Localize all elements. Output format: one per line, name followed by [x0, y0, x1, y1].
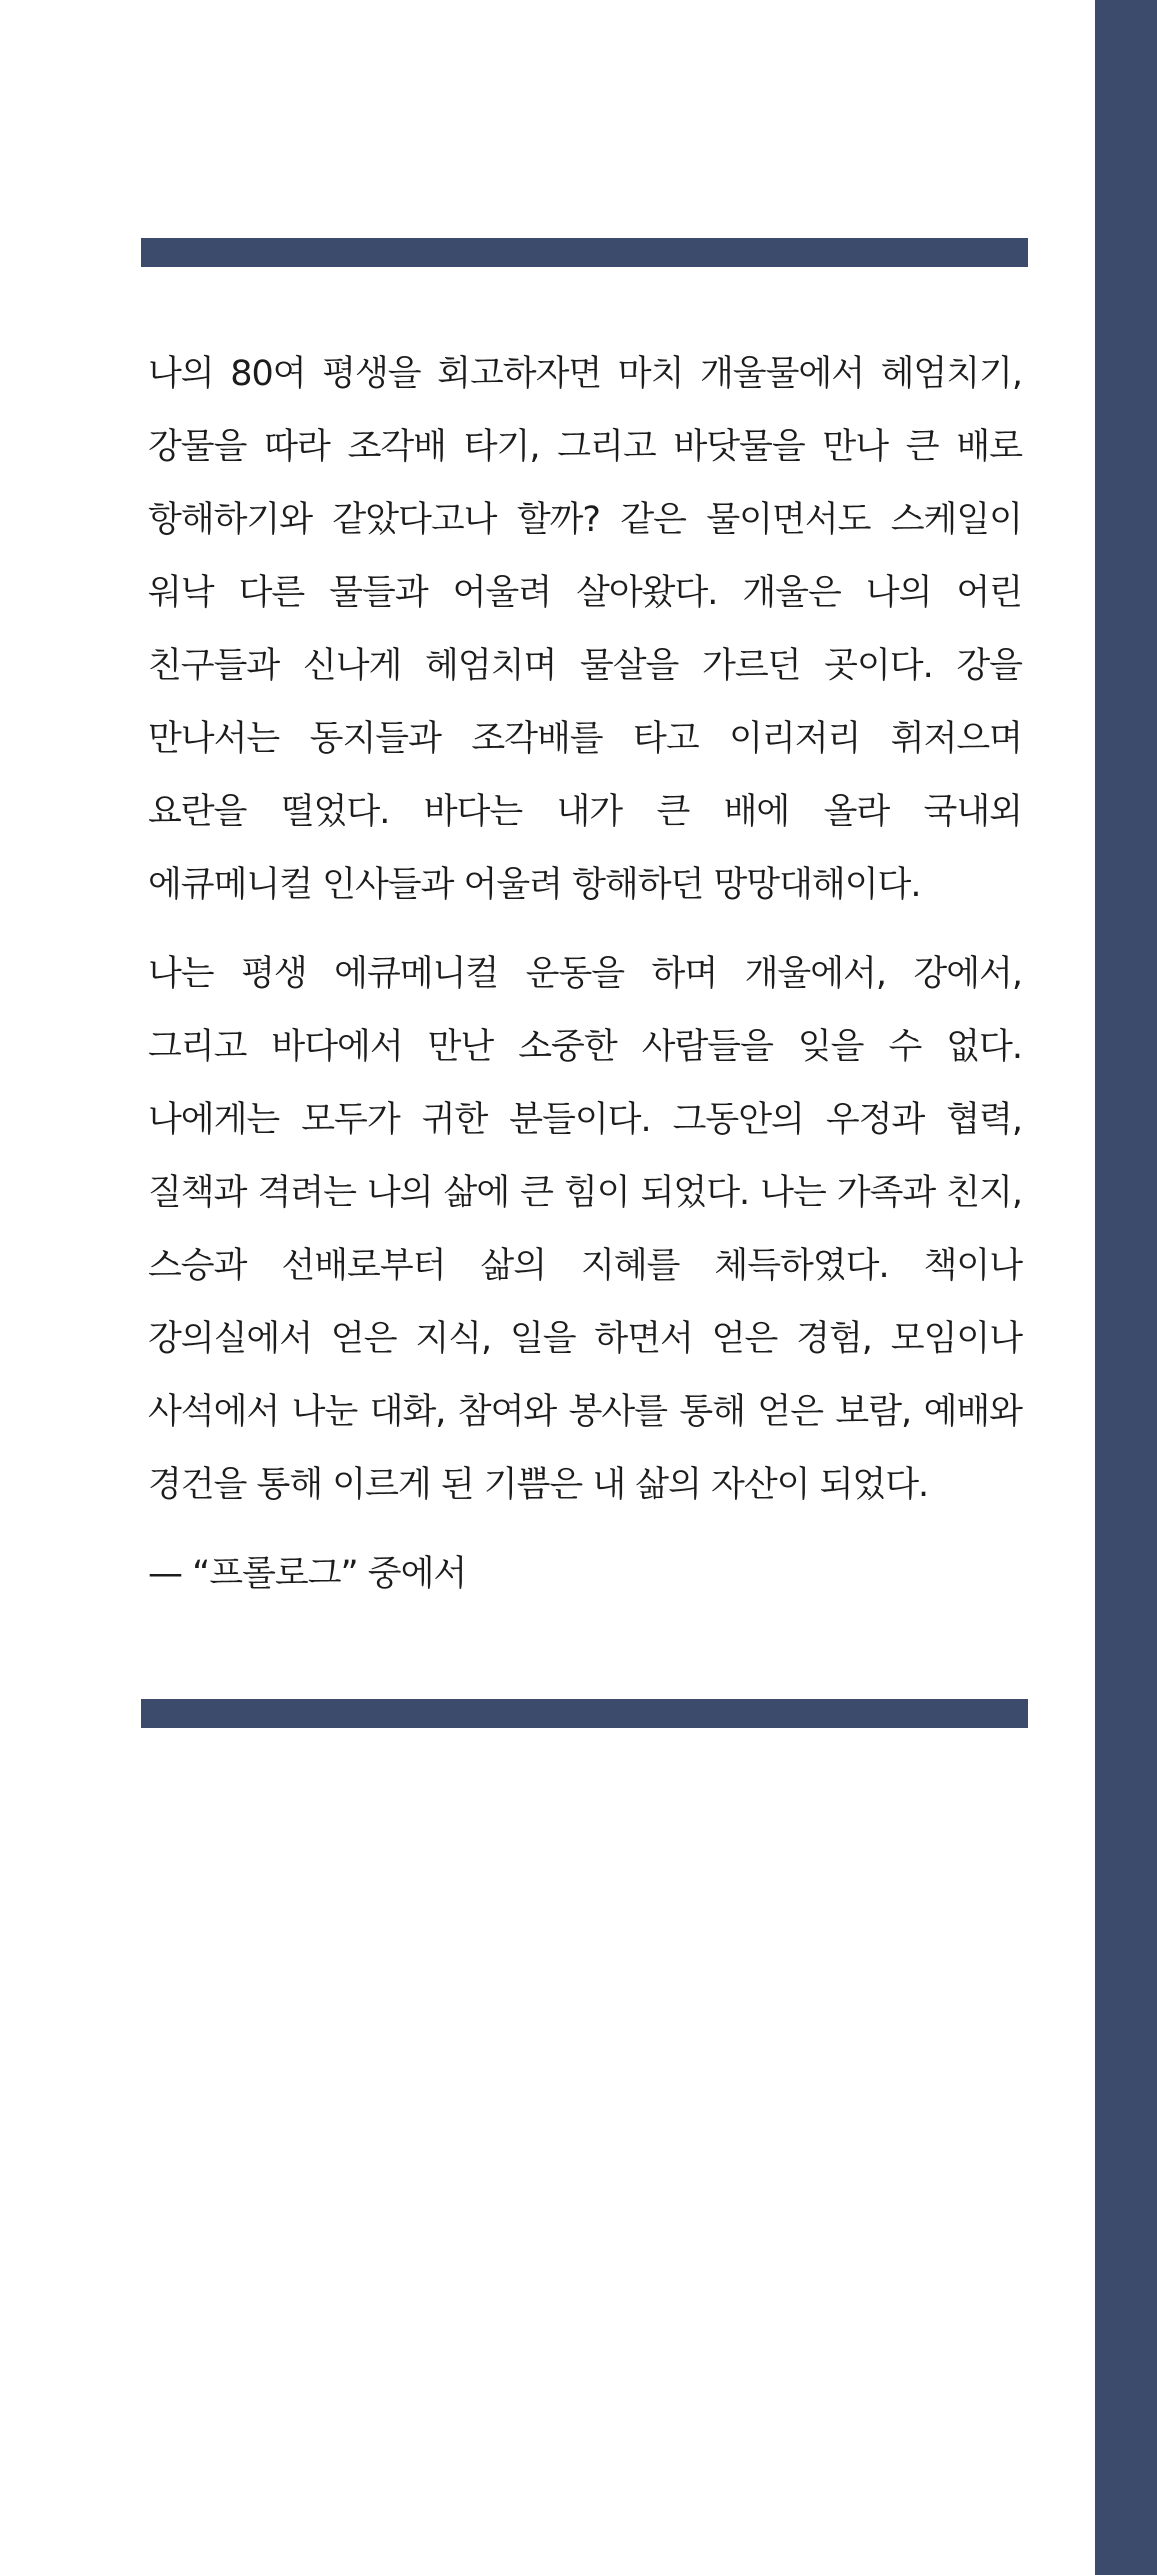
excerpt-paragraph-1: 나의 80여 평생을 회고하자면 마치 개울물에서 헤엄치기, 강물을 따라 조각배 타기, 그리고 바닷물을 만나 큰 배로 항해하기와 같았다고나 할까? 같은 물이면서도 스케일이 워낙 다른 물들과 어울려 살아왔다. 개울은 나의 어린 친구들과 신나게 헤엄치며 물살을 가르던 곳이다. 강을 만나서는 동지들과 조각배를 타고 이리저리 휘저으며 요란을 떨었다. 바다는 내가 큰 배에 올라 국내외 에큐메니컬 인사들과 어울려 항해하던 망망대해이다.: [148, 354, 1022, 905]
excerpt-text-block: [148, 338, 1022, 1611]
top-divider-bar: [141, 238, 1028, 267]
bottom-divider-bar: [141, 1699, 1028, 1728]
side-accent-stripe: [1095, 0, 1157, 2575]
excerpt-paragraph-2: 나는 평생 에큐메니컬 운동을 하며 개울에서, 강에서, 그리고 바다에서 만난 소중한 사람들을 잊을 수 없다. 나에게는 모두가 귀한 분들이다. 그동안의 우정과 협력, 질책과 격려는 나의 삶에 큰 힘이 되었다. 나는 가족과 친지, 스승과 선배로부터 삶의 지혜를 체득하였다. 책이나 강의실에서 얻은 지식, 일을 하면서 얻은 경험, 모임이나 사석에서 나눈 대화, 참여와 봉사를 통해 얻은 보람, 예배와 경건을 통해 이르게 된 기쁨은 내 삶의 자산이 되었다.: [148, 954, 1022, 1505]
excerpt-source: — “프롤로그” 중에서: [148, 1554, 467, 1594]
